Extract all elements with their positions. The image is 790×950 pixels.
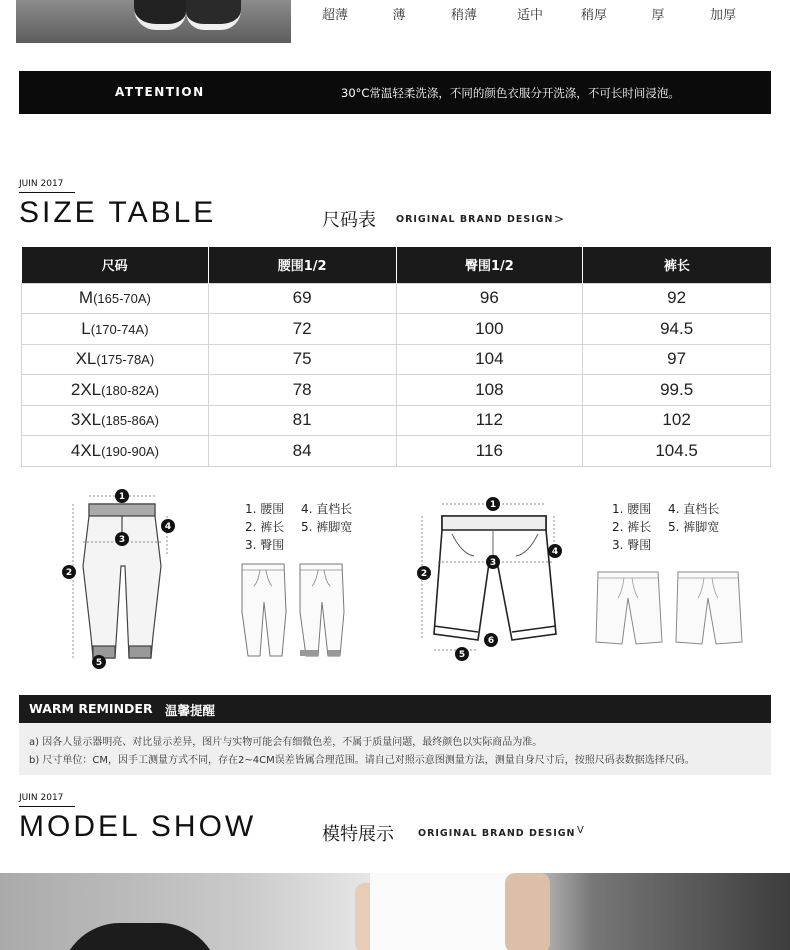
hip-cell: 96	[396, 283, 583, 314]
size-section-date: JUIN 2017	[19, 179, 75, 193]
model-shoe	[60, 923, 220, 950]
model-section-date: JUIN 2017	[19, 793, 75, 807]
marker-label: 2	[65, 568, 73, 578]
legend-rise: 4. 直档长	[668, 502, 720, 516]
legend-length: 2. 裤长	[245, 520, 285, 534]
size-table	[21, 247, 771, 467]
marker-label: 4	[551, 547, 559, 557]
legend-hip: 3. 臀围	[612, 538, 652, 552]
legend-hem: 5. 裤脚宽	[668, 520, 720, 534]
model-section-cn-title: 模特展示	[322, 824, 394, 845]
model-photo	[0, 873, 790, 950]
hip-cell: 116	[396, 436, 583, 467]
warm-reminder-en: WARM REMINDER	[29, 701, 153, 716]
size-cell: M(165-70A)	[22, 283, 209, 314]
waist-cell: 78	[208, 375, 396, 406]
thickness-level: 厚	[651, 8, 665, 23]
size-cell: 2XL(180-82A)	[22, 375, 209, 406]
length-cell: 99.5	[583, 375, 771, 406]
table-row	[22, 344, 771, 375]
marker-label: 1	[489, 500, 497, 510]
header-length: 裤长	[583, 247, 771, 283]
legend-hip: 3. 臀围	[245, 538, 285, 552]
warm-reminder-header	[19, 695, 771, 723]
shorts-sketch	[594, 568, 746, 648]
length-cell: 97	[583, 344, 771, 375]
size-cell: 4XL(190-90A)	[22, 436, 209, 467]
shoe-left	[134, 0, 186, 30]
shoes-photo	[16, 0, 291, 43]
shoe-right	[186, 0, 241, 30]
length-cell: 94.5	[583, 314, 771, 345]
model-section-title: MODEL SHOW	[19, 810, 257, 843]
long-pants-diagram	[55, 486, 180, 671]
marker-label: 5	[458, 650, 466, 660]
waist-cell: 75	[208, 344, 396, 375]
reminder-line: a) 因各人显示器明亮、对比显示差异，图片与实物可能会有细微色差，不属于质量问题，最终颜色以实际商品为准。	[29, 737, 543, 748]
attention-text: 30°C常温轻柔洗涤，不同的颜色衣服分开洗涤，不可长时间浸泡。	[341, 86, 680, 100]
thickness-level: 稍厚	[580, 8, 608, 23]
legend-rise: 4. 直档长	[301, 502, 353, 516]
model-arm	[505, 873, 550, 950]
table-row	[22, 436, 771, 467]
size-cell: XL(175-78A)	[22, 344, 209, 375]
thickness-level: 超薄	[321, 8, 349, 23]
header-size: 尺码	[22, 247, 209, 283]
size-section-title: SIZE TABLE	[19, 196, 217, 229]
hip-cell: 112	[396, 405, 583, 436]
attention-banner	[19, 71, 771, 114]
length-cell: 104.5	[583, 436, 771, 467]
header-waist: 腰围1/2	[208, 247, 396, 283]
hip-cell: 104	[396, 344, 583, 375]
table-row	[22, 283, 771, 314]
size-cell: 3XL(185-86A)	[22, 405, 209, 436]
size-table-header	[22, 247, 771, 283]
table-row	[22, 314, 771, 345]
marker-label: 1	[118, 492, 126, 502]
marker-label: 3	[489, 558, 497, 568]
length-cell: 102	[583, 405, 771, 436]
waist-cell: 81	[208, 405, 396, 436]
thickness-level: 适中	[516, 8, 544, 23]
hip-cell: 100	[396, 314, 583, 345]
size-section-subtitle: ORIGINAL BRAND DESIGN	[396, 214, 554, 225]
table-row	[22, 375, 771, 406]
size-cell: L(170-74A)	[22, 314, 209, 345]
waist-cell: 72	[208, 314, 396, 345]
thickness-level: 稍薄	[450, 8, 478, 23]
reminder-line: b) 尺寸单位：CM，因手工测量方式不同，存在2~4CM误差皆属合理范围。请自己对照示意图测量方法，测量自身尺寸后，按照尺码表数据选择尺码。	[29, 755, 695, 766]
header-hip: 臀围1/2	[396, 247, 583, 283]
waist-cell: 69	[208, 283, 396, 314]
warm-reminder-body	[19, 723, 771, 775]
table-row	[22, 405, 771, 436]
long-pants-sketch	[238, 562, 348, 658]
length-cell: 92	[583, 283, 771, 314]
marker-label: 6	[487, 636, 495, 646]
waist-cell: 84	[208, 436, 396, 467]
marker-label: 4	[164, 522, 172, 532]
size-section-arrow: >	[554, 212, 565, 226]
shorts-diagram	[412, 494, 572, 664]
legend-length: 2. 裤长	[612, 520, 652, 534]
warm-reminder-cn: 温馨提醒	[165, 703, 216, 718]
model-section-subtitle: ORIGINAL BRAND DESIGN	[418, 828, 576, 839]
thickness-level: 加厚	[709, 8, 737, 23]
marker-label: 5	[95, 658, 103, 668]
model-section-arrow: V	[577, 825, 584, 836]
marker-label: 3	[118, 535, 126, 545]
hip-cell: 108	[396, 375, 583, 406]
attention-label: ATTENTION	[115, 85, 205, 99]
legend-hem: 5. 裤脚宽	[301, 520, 353, 534]
legend-waist: 1. 腰围	[245, 502, 285, 516]
marker-label: 2	[420, 569, 428, 579]
size-section-cn-title: 尺码表	[322, 210, 376, 231]
legend-waist: 1. 腰围	[612, 502, 652, 516]
thickness-scale	[300, 2, 770, 22]
thickness-level: 薄	[392, 8, 406, 23]
